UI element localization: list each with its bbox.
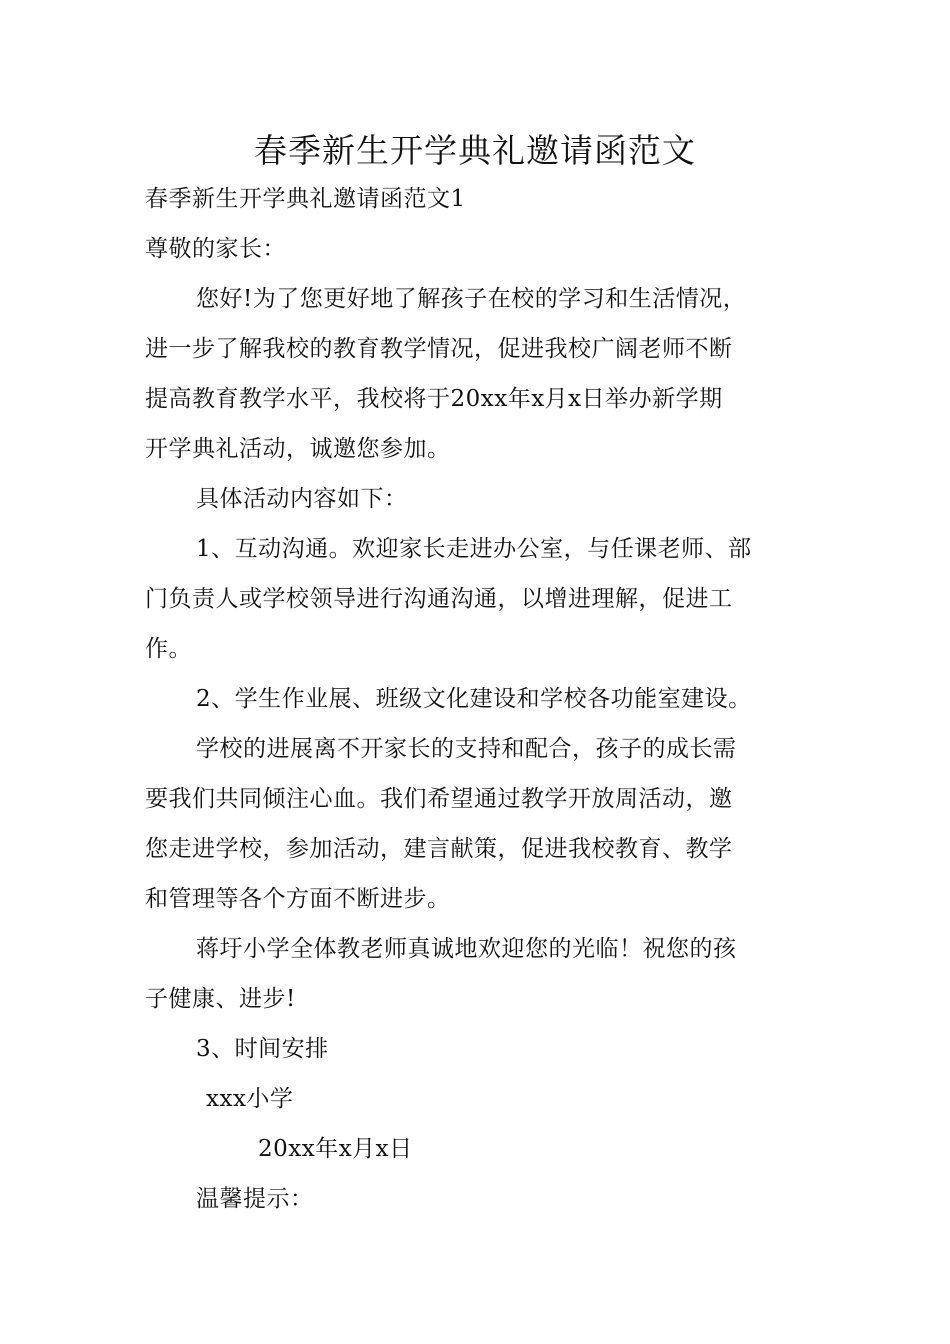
paragraph-line: 提高教育教学水平，我校将于20xx年x月x日举办新学期 bbox=[145, 386, 723, 412]
paragraph-line: 和管理等各个方面不断进步。 bbox=[145, 886, 451, 912]
date-signature: 20xx年x月x日 bbox=[258, 1136, 413, 1162]
paragraph-line: 您好!为了您更好地了解孩子在校的学习和生活情况， bbox=[196, 286, 747, 312]
list-item: 门负责人或学校领导进行沟通沟通，以增进理解，促进工 bbox=[145, 586, 733, 612]
paragraph-line: 开学典礼活动，诚邀您参加。 bbox=[145, 436, 451, 462]
document-title: 春季新生开学典礼邀请函范文 bbox=[254, 131, 696, 170]
paragraph-line: 学校的进展离不开家长的支持和配合，孩子的成长需 bbox=[196, 736, 737, 762]
paragraph-line: 子健康、进步! bbox=[145, 986, 296, 1012]
list-item: 3、时间安排 bbox=[196, 1036, 329, 1062]
paragraph-line: 蒋圩小学全体教老师真诚地欢迎您的光临！祝您的孩 bbox=[196, 936, 737, 962]
paragraph-line: 具体活动内容如下： bbox=[196, 486, 408, 512]
paragraph-line: 进一步了解我校的教育教学情况，促进我校广阔老师不断 bbox=[145, 336, 733, 362]
section-heading: 春季新生开学典礼邀请函范文1 bbox=[145, 186, 466, 212]
paragraph-line: 要我们共同倾注心血。我们希望通过教学开放周活动，邀 bbox=[145, 786, 733, 812]
tips-heading: 温馨提示： bbox=[196, 1186, 314, 1212]
list-item: 作。 bbox=[145, 636, 192, 662]
list-item: 2、学生作业展、班级文化建设和学校各功能室建设。 bbox=[196, 686, 752, 712]
salutation: 尊敬的家长： bbox=[145, 236, 286, 262]
list-item: 1、互动沟通。欢迎家长走进办公室，与任课老师、部 bbox=[196, 536, 752, 562]
school-signature: xxx小学 bbox=[206, 1086, 294, 1112]
paragraph-line: 您走进学校，参加活动，建言献策，促进我校教育、教学 bbox=[145, 836, 733, 862]
